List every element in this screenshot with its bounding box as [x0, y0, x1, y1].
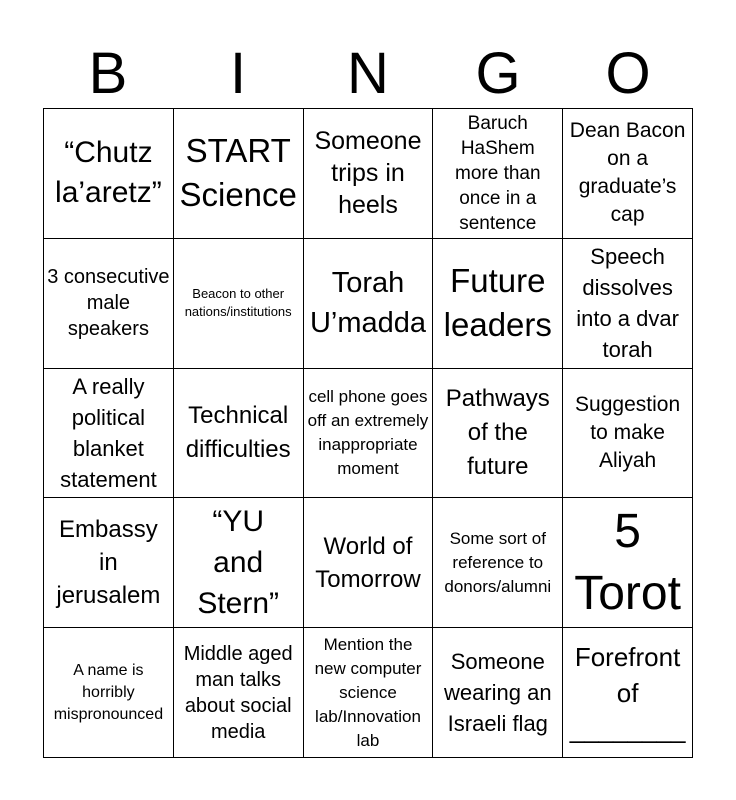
bingo-cell[interactable]: [563, 369, 693, 499]
cell-text: “YU and Stern”: [197, 505, 280, 621]
bingo-cell[interactable]: [44, 109, 174, 239]
bingo-cell[interactable]: [174, 498, 304, 628]
header-letter-o: O: [605, 41, 651, 106]
cell-text: Future leaders: [443, 262, 552, 344]
cell-text: “Chutz la’aretz”: [55, 136, 162, 210]
header-letter-g: G: [475, 41, 521, 106]
bingo-cell[interactable]: [563, 498, 693, 628]
bingo-cell[interactable]: [44, 369, 174, 499]
cell-text: A name is horribly mispronounced: [53, 661, 164, 723]
bingo-cell[interactable]: [44, 628, 174, 758]
bingo-card-grid: [43, 108, 693, 758]
header-letter-b: B: [88, 41, 128, 106]
bingo-cell[interactable]: [174, 109, 304, 239]
cell-text: Middle aged man talks about social media: [183, 642, 293, 743]
cell-text: cell phone goes off an extremely inappropriate moment: [307, 386, 429, 478]
cell-text: Technical difficulties: [185, 401, 291, 463]
bingo-cell[interactable]: [174, 628, 304, 758]
bingo-cell[interactable]: [304, 628, 434, 758]
bingo-cell[interactable]: [433, 369, 563, 499]
bingo-cell[interactable]: [174, 239, 304, 369]
cell-text: Speech dissolves into a dvar torah: [576, 244, 679, 363]
bingo-cell[interactable]: [304, 109, 434, 239]
cell-text: 5 Torot: [574, 504, 681, 620]
bingo-cell[interactable]: [433, 109, 563, 239]
bingo-cell[interactable]: [304, 239, 434, 369]
cell-text: World of Tomorrow: [315, 532, 421, 593]
cell-text: A really political blanket statement: [60, 373, 157, 492]
cell-text: Someone trips in heels: [314, 127, 422, 220]
bingo-cell[interactable]: [433, 498, 563, 628]
cell-text: START Science: [179, 132, 297, 214]
cell-text: Torah U’madda: [309, 267, 427, 340]
bingo-cell[interactable]: [563, 239, 693, 369]
bingo-cell[interactable]: [433, 628, 563, 758]
cell-text: Embassy in jerusalem: [56, 516, 161, 610]
bingo-cell[interactable]: [433, 239, 563, 369]
bingo-cell[interactable]: [174, 369, 304, 499]
bingo-header: [43, 40, 693, 108]
bingo-cell[interactable]: [44, 239, 174, 369]
cell-text: Mention the new computer science lab/Innovation lab: [314, 634, 422, 750]
bingo-cell[interactable]: [563, 109, 693, 239]
cell-text: Suggestion to make Aliyah: [575, 392, 681, 472]
header-letter-n: N: [347, 41, 389, 106]
cell-text: Baruch HaShem more than once in a sentence: [455, 112, 541, 234]
cell-text: Dean Bacon on a graduate’s cap: [569, 119, 686, 227]
cell-text: Forefront of ________: [569, 641, 686, 744]
bingo-cell[interactable]: [44, 498, 174, 628]
header-letter-i: I: [229, 41, 247, 106]
cell-text: Pathways of the future: [445, 384, 550, 480]
bingo-cell[interactable]: [304, 498, 434, 628]
bingo-cell[interactable]: [563, 628, 693, 758]
cell-text: Some sort of reference to donors/alumni: [444, 528, 552, 596]
cell-text: Someone wearing an Israeli flag: [443, 649, 552, 737]
bingo-cell[interactable]: [304, 369, 434, 499]
cell-text: 3 consecutive male speakers: [47, 266, 170, 341]
cell-text: Beacon to other nations/institutions: [184, 286, 292, 320]
